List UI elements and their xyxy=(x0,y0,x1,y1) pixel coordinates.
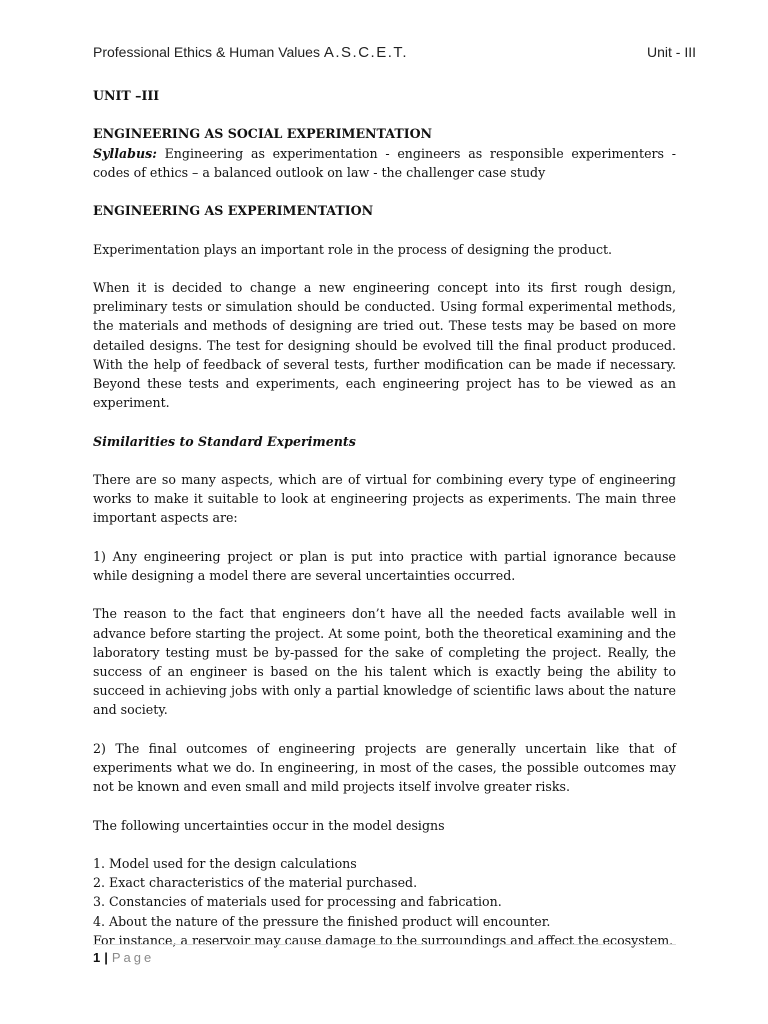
course-title: Professional Ethics & Human Values xyxy=(93,44,320,60)
uncertainties-intro: The following uncertainties occur in the model designs xyxy=(93,817,445,833)
page-number: 1 xyxy=(93,950,101,965)
paragraph-reason: The reason to the fact that engineers don’t have all the needed facts available well in advance before starting the project. At some point, both the theoretical examining and the laboratory testing must be by-passed for the sake of completing the project. Really, the success of an engineer is based on the his talent which is exactly being the ability to succeed in achieving jobs with only a partial knowledge of scientific laws about the nature and society. xyxy=(93,606,676,718)
list-item: 1. Model used for the design calculations xyxy=(93,855,357,871)
list-item: 2. Exact characteristics of the material purchased. xyxy=(93,875,418,891)
college-name: A.S.C.E.T. xyxy=(323,44,409,61)
unit-label: Unit - III xyxy=(646,44,696,60)
document-body xyxy=(93,86,676,950)
page-header xyxy=(93,42,696,64)
section-heading: ENGINEERING AS EXPERIMENTATION xyxy=(93,203,374,219)
paragraph-point-1: 1) Any engineering project or plan is put into practice with partial ignorance because while designing a model there are several uncertainties occurred. xyxy=(93,548,676,583)
syllabus xyxy=(93,144,676,182)
similarities-heading: Similarities to Standard Experiments xyxy=(93,433,356,449)
paragraph-intro: Experimentation plays an important role in the process of designing the product. xyxy=(93,241,613,257)
list-item: 3. Constancies of materials used for processing and fabrication. xyxy=(93,894,502,910)
page-footer xyxy=(93,944,676,965)
paragraph-aspects: There are so many aspects, which are of virtual for combining every type of engineering works to make it suitable to look at engineering projects as experiments. The main three important aspects are: xyxy=(93,471,676,526)
footer-separator: | xyxy=(104,950,108,965)
paragraph-point-2: 2) The final outcomes of engineering projects are generally uncertain like that of experiments what we do. In engineering, in most of the cases, the possible outcomes may not be known and even small and mild projects itself involve greater risks. xyxy=(93,740,676,795)
unit-title: UNIT –III xyxy=(93,88,160,103)
paragraph-design: When it is decided to change a new engineering concept into its first rough design, preliminary tests or simulation should be conducted. Using formal experimental methods, the materials and methods of designing are tried out. These tests may be based on more detailed designs. The test for designing should be evolved till the final product produced. With the help of feedback of several tests, further modification can be made if necessary. Beyond these tests and experiments, each engineering project has to be viewed as an experiment. xyxy=(93,279,676,411)
list-item: 4. About the nature of the pressure the finished product will encounter. xyxy=(93,913,551,929)
page-label: Page xyxy=(111,950,155,965)
syllabus-text: Engineering as experimentation - engineers as responsible experimenters - codes of ethics – a balanced outlook on law - the challenger case study xyxy=(93,145,676,180)
header-left xyxy=(93,44,408,61)
syllabus-label: Syllabus: xyxy=(93,145,157,161)
chapter-title: ENGINEERING AS SOCIAL EXPERIMENTATION xyxy=(93,126,433,142)
closing-sentence: For instance, a reservoir may cause damage to the surroundings and affect the ecosystem. xyxy=(93,932,674,948)
